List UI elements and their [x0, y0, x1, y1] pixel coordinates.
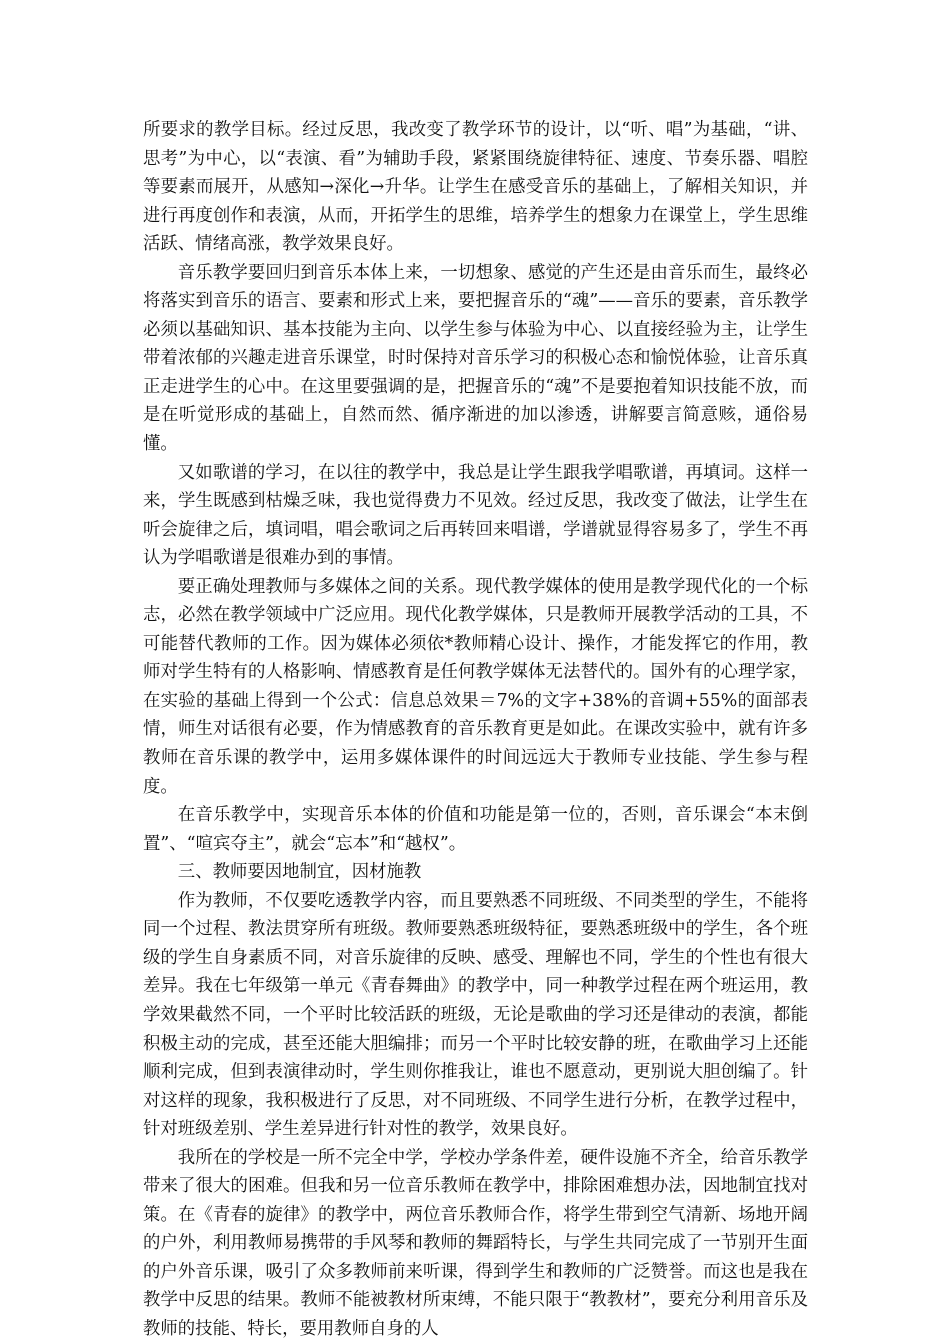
paragraph: 作为教师，不仅要吃透教学内容，而且要熟悉不同班级、不同类型的学生，不能将同一个过程、教法贯穿所有班级。教师要熟悉班级特征，要熟悉班级中的学生，各个班级的学生自身素质不同，对音乐旋律的反映、感受、理解也不同，学生的个性也有很大差异。我在七年级第一单元《青春舞曲》的教学中，同一种教学过程在两个班运用，教学效果截然不同，一个平时比较活跃的班级，无论是歌曲的学习还是律动的表演，都能积极主动的完成，甚至还能大胆编排；而另一个平时比较安静的班，在歌曲学习上还能顺利完成，但到表演律动时，学生则你推我让，谁也不愿意动，更别说大胆创编了。针对这样的现象，我积极进行了反思，对不同班级、不同学生进行分析，在教学过程中，针对班级差别、学生差异进行针对性的教学，效果良好。	[143, 890, 808, 1140]
paragraph: 音乐教学要回归到音乐本体上来，一切想象、感觉的产生还是由音乐而生，最终必将落实到音乐的语言、要素和形式上来，要把握音乐的“魂”——音乐的要素，音乐教学必须以基础知识、基本技能为主向、以学生参与体验为中心、以直接经验为主，让学生带着浓郁的兴趣走进音乐课堂，时时保持对音乐学习的积极心态和愉悦体验，让音乐真正走进学生的心中。在这里要强调的是，把握音乐的“魂”不是要抱着知识技能不放，而是在听觉形成的基础上，自然而然、循序渐进的加以渗透，讲解要言简意赅，通俗易懂。	[143, 262, 808, 455]
body-text	[143, 116, 808, 1344]
section-heading: 三、教师要因地制宜，因材施教	[177, 862, 422, 883]
paragraph: 又如歌谱的学习，在以往的教学中，我总是让学生跟我学唱歌谱，再填词。这样一来，学生既感到枯燥乏味，我也觉得费力不见效。经过反思，我改变了做法，让学生在听会旋律之后，填词唱，唱会歌词之后再转回来唱谱，学谱就显得容易多了，学生不再认为学唱歌谱是很难办到的事情。	[143, 462, 808, 569]
paragraph: 我所在的学校是一所不完全中学，学校办学条件差，硬件设施不齐全，给音乐教学带来了很大的困难。但我和另一位音乐教师在教学中，排除困难想办法，因地制宜找对策。在《青春的旋律》的教学中，两位音乐教师合作，将学生带到空气清新、场地开阔的户外，利用教师易携带的手风琴和教师的舞蹈特长，与学生共同完成了一节别开生面的户外音乐课，吸引了众多教师前来听课，得到学生和教师的广泛赞誉。而这也是我在教学中反思的结果。教师不能被教材所束缚，不能只限于“教教材”，要充分利用音乐及教师的技能、特长，要用教师自身的人	[143, 1147, 808, 1339]
paragraph: 所要求的教学目标。经过反思，我改变了教学环节的设计，以“听、唱”为基础，“讲、思考”为中心，以“表演、看”为辅助手段，紧紧围绕旋律特征、速度、节奏乐器、唱腔等要素而展开，从感知→深化→升华。让学生在感受音乐的基础上，了解相关知识，并进行再度创作和表演，从而，开拓学生的思维，培养学生的想象力在课堂上，学生思维活跃、情绪高涨，教学效果良好。	[143, 120, 808, 255]
paragraph: 在音乐教学中，实现音乐本体的价值和功能是第一位的，否则，音乐课会“本末倒置”、“喧宾夺主”，就会“忘本”和“越权”。	[143, 805, 808, 854]
paragraph: 要正确处理教师与多媒体之间的关系。现代教学媒体的使用是教学现代化的一个标志，必然在教学领域中广泛应用。现代化教学媒体，只是教师开展教学活动的工具，不可能替代教师的工作。因为媒体必须依*教师精心设计、操作，才能发挥它的作用，教师对学生特有的人格影响、情感教育是任何教学媒体无法替代的。国外有的心理学家，在实验的基础上得到一个公式：信息总效果＝7%的文字+38%的音调+55%的面部表情，师生对话很有必要，作为情感教育的音乐教育更是如此。在课改实验中，就有许多教师在音乐课的教学中，运用多媒体课件的时间远远大于教师专业技能、学生参与程度。	[143, 576, 808, 797]
